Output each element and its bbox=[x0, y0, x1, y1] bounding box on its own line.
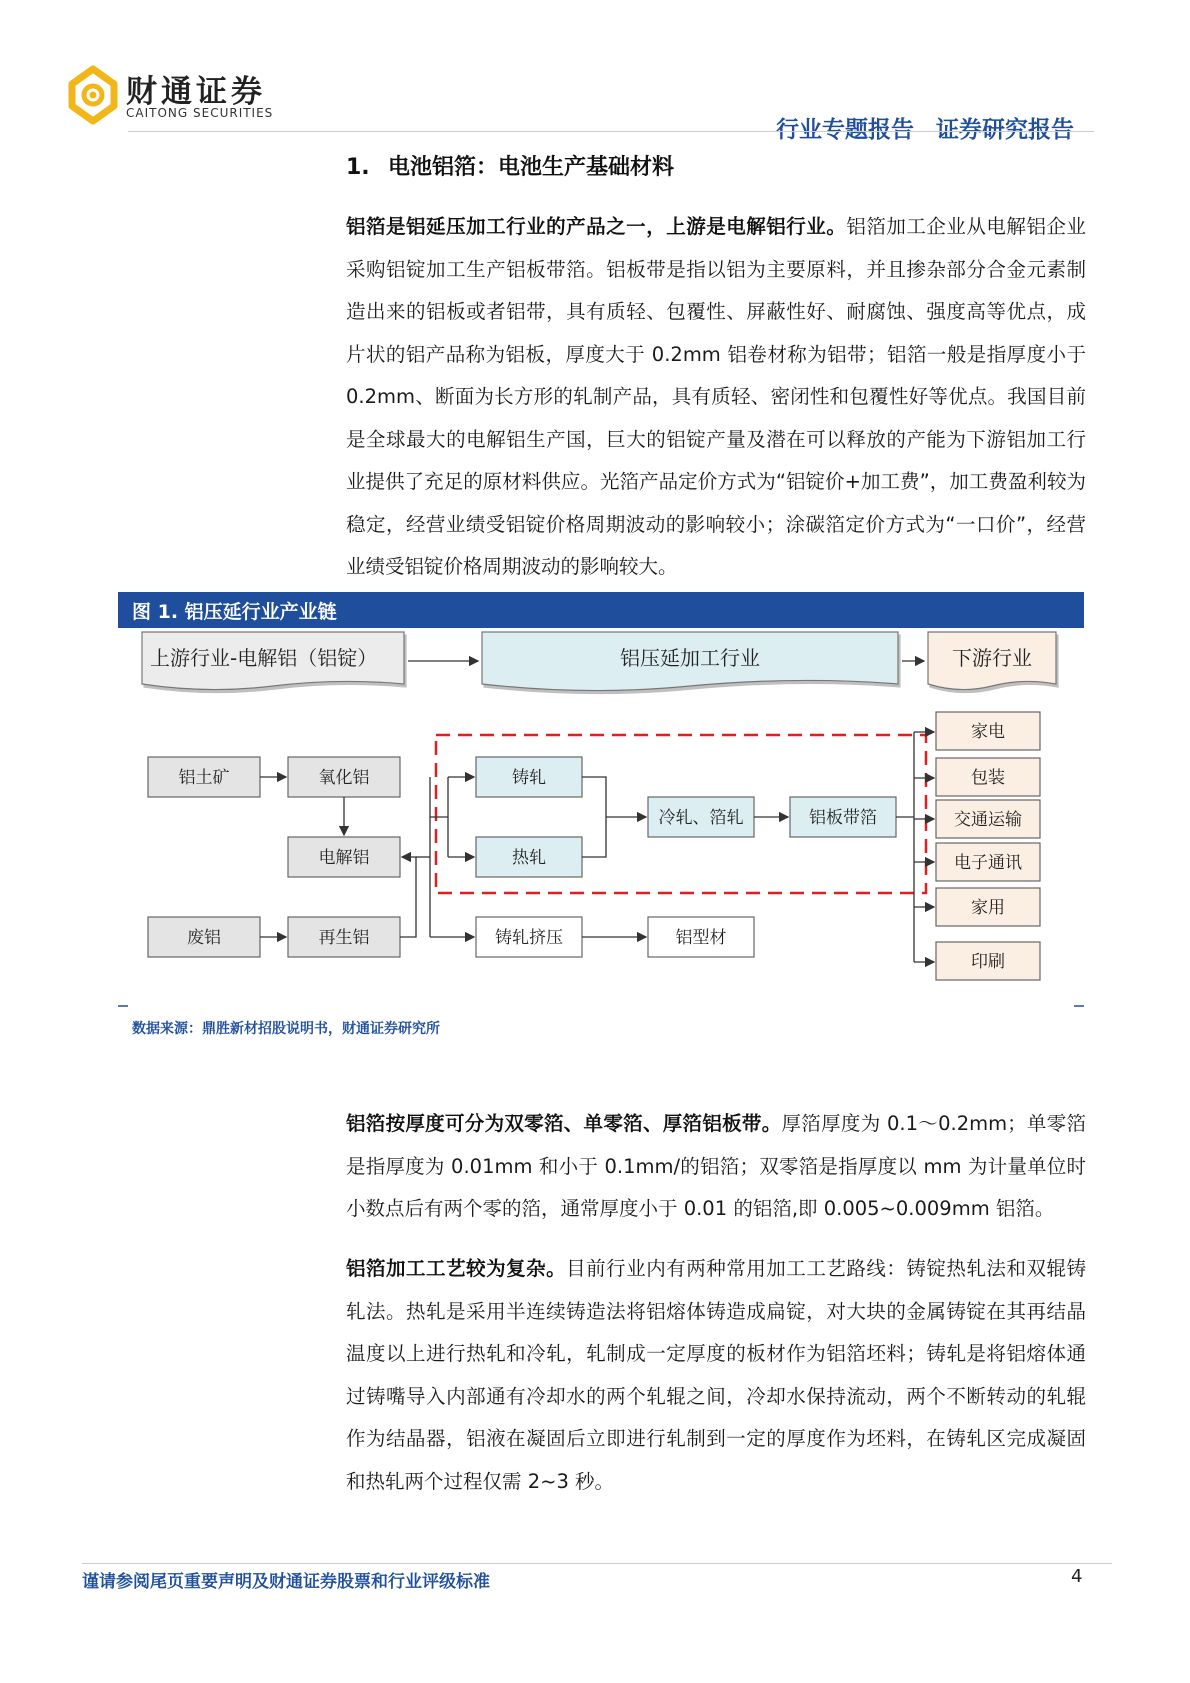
downstream-item-label: 家电 bbox=[971, 722, 1005, 742]
downstream-item bbox=[936, 800, 1040, 838]
downstream-item-label: 交通运输 bbox=[954, 810, 1022, 830]
downstream-item bbox=[936, 843, 1040, 881]
industry-chain-diagram bbox=[118, 628, 1084, 1018]
report-type-research: 证券研究报告 bbox=[936, 117, 1074, 143]
figure-title: 图 1. 铝压延行业产业链 bbox=[132, 601, 337, 623]
downstream-item bbox=[936, 712, 1040, 750]
node-cast-extrude-label: 铸轧挤压 bbox=[495, 928, 563, 948]
section-number: 1. bbox=[346, 155, 370, 180]
downstream-item bbox=[936, 758, 1040, 796]
paragraph-lead: 铝箔是铝延压加工行业的产品之一，上游是电解铝行业。 bbox=[346, 215, 847, 238]
node-alumina bbox=[288, 757, 400, 797]
banner-downstream-label: 下游行业 bbox=[952, 646, 1032, 670]
paragraph-body: 铝箔加工企业从电解铝企业采购铝锭加工生产铝板带箔。铝板带是指以铝为主要原料，并且掺杂部分合金元素制造出来的铝板或者铝带，具有质轻、包覆性、屏蔽性好、耐腐蚀、强度高等优点，成片状的铝产品称为铝板，厚度大于 0.2mm 铝卷材称为铝带；铝箔一般是指厚度小于 0.2mm、断面为长方形的轧制产品，具有质轻、密闭性和包覆性好等优点。我国目前是全球最大的电解铝生产国，巨大的铝锭产量及潜在可以释放的产能为下游铝加工行业提供了充足的原材料供应。光箔产品定价方式为“铝锭价+加工费”，加工费盈利较为稳定，经营业绩受铝锭价格周期波动的影响较小；涂碳箔定价方式为“一口价”，经营业绩受铝锭价格周期波动的影响较大。 bbox=[346, 215, 1086, 578]
header-divider bbox=[128, 131, 1094, 132]
node-aluminum-profile bbox=[648, 917, 754, 957]
node-cast-extrude bbox=[476, 917, 582, 957]
downstream-item bbox=[936, 888, 1040, 926]
report-type bbox=[754, 111, 1074, 144]
paragraph-lead: 铝箔按厚度可分为双零箔、单零箔、厚箔铝板带。 bbox=[346, 1112, 782, 1135]
section-heading bbox=[346, 150, 674, 181]
banner-midstream-label: 铝压延加工行业 bbox=[620, 646, 760, 670]
downstream-item-label: 家用 bbox=[971, 898, 1005, 918]
node-hot-roll bbox=[476, 837, 582, 877]
node-bauxite bbox=[148, 757, 260, 797]
node-sheet-strip-foil bbox=[790, 797, 896, 837]
paragraph-lead: 铝箔加工工艺较为复杂。 bbox=[346, 1257, 567, 1280]
node-electrolytic-label: 电解铝 bbox=[318, 848, 370, 868]
node-bauxite-label: 铝土矿 bbox=[178, 768, 230, 788]
connector-casting-merge bbox=[582, 777, 606, 857]
node-profile-label: 铝型材 bbox=[675, 928, 727, 948]
node-casting-roll-label: 铸轧 bbox=[512, 768, 546, 788]
page-number: 4 bbox=[1071, 1566, 1083, 1587]
node-scrap-label: 废铝 bbox=[187, 928, 221, 948]
footer-disclaimer: 谨请参阅尾页重要声明及财通证券股票和行业评级标准 bbox=[82, 1572, 490, 1592]
paragraph-body: 目前行业内有两种常用加工工艺路线：铸锭热轧法和双辊铸轧法。热轧是采用半连续铸造法将铝熔体铸造成扁锭，对大块的金属铸锭在其再结晶温度以上进行热轧和冷轧，轧制成一定厚度的板材作为铝箔坯料；铸轧是将铝熔体通过铸嘴导入内部通有冷却水的两个轧辊之间，冷却水保持流动，两个不断转动的轧辊作为结晶器，铝液在凝固后立即进行轧制到一定的厚度作为坯料，在铸轧区完成凝固和热轧两个过程仅需 2~3 秒。 bbox=[346, 1257, 1086, 1493]
node-scrap-aluminum bbox=[148, 917, 260, 957]
downstream-item bbox=[936, 942, 1040, 980]
node-cold-roll-label: 冷轧、箔轧 bbox=[658, 808, 744, 828]
downstream-item-label: 印刷 bbox=[971, 952, 1005, 972]
paragraph-foil-thickness bbox=[346, 1103, 1086, 1231]
node-electrolytic-aluminum bbox=[288, 837, 400, 877]
arrow-recycled-electrolytic bbox=[400, 857, 416, 937]
downstream-item-label: 包装 bbox=[971, 768, 1005, 788]
paragraph-body: 厚箔厚度为 0.1～0.2mm；单零箔是指厚度为 0.01mm 和小于 0.1mm/的铝箔；双零箔是指厚度以 mm 为计量单位时小数点后有两个零的箔，通常厚度小于 0.01 的铝箔,即 0.005~0.009mm 铝箔。 bbox=[346, 1112, 1086, 1220]
node-casting-roll bbox=[476, 757, 582, 797]
downstream-item-label: 电子通讯 bbox=[954, 853, 1022, 873]
node-cold-roll bbox=[648, 797, 754, 837]
figure-source: 数据来源：鼎胜新材招股说明书，财通证券研究所 bbox=[132, 1021, 440, 1037]
footer-divider bbox=[82, 1563, 1112, 1564]
caitong-logo-icon bbox=[62, 64, 124, 126]
node-hot-roll-label: 热轧 bbox=[512, 848, 546, 868]
paragraph-aluminum-foil-intro bbox=[346, 206, 1086, 589]
paragraph-processing bbox=[346, 1248, 1086, 1503]
report-type-industry: 行业专题报告 bbox=[776, 117, 914, 143]
node-alumina-label: 氧化铝 bbox=[318, 768, 370, 788]
node-sheet-foil-label: 铝板带箔 bbox=[809, 808, 877, 828]
node-recycled-aluminum bbox=[288, 917, 400, 957]
banner-upstream-label: 上游行业-电解铝（铝锭） bbox=[150, 646, 378, 670]
logo-name-en: CAITONG SECURITIES bbox=[126, 106, 274, 120]
node-recycled-label: 再生铝 bbox=[318, 928, 370, 948]
section-title: 电池铝箔：电池生产基础材料 bbox=[388, 155, 675, 180]
logo-name-cn: 财通证券 bbox=[126, 74, 266, 110]
